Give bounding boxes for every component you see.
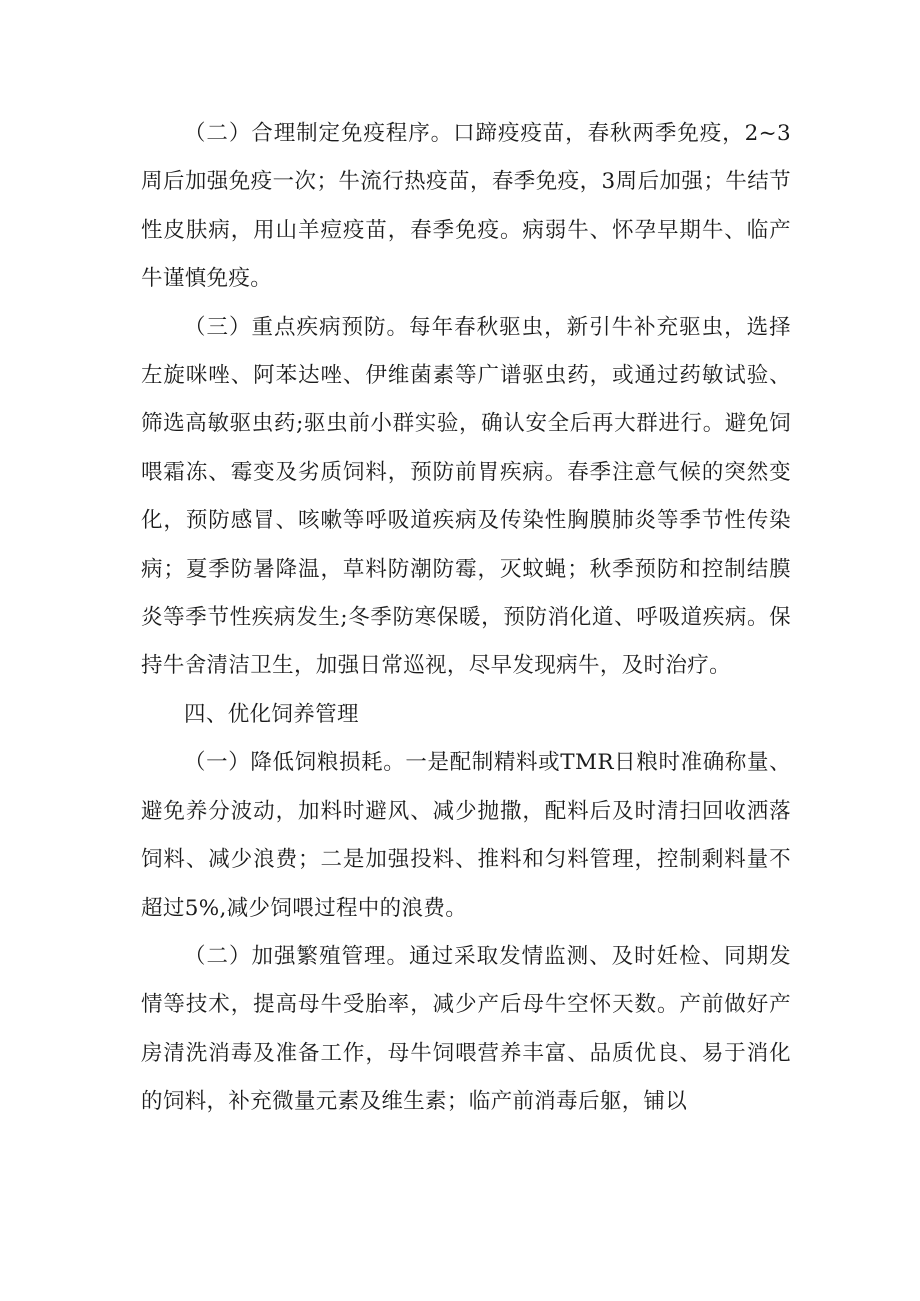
document-body: [141, 110, 791, 1127]
paragraph-disease-prevention: （三）重点疾病预防。每年春秋驱虫，新引牛补充驱虫，选择左旋咪唑、阿苯达唑、伊维菌素等广谱驱虫药，或通过药敏试验、筛选高敏驱虫药;驱虫前小群实验，确认安全后再大群进行。避免饲喂霜冻、霉变及劣质饲料，预防前胃疾病。春季注意气候的突然变化，预防感冒、咳嗽等呼吸道疾病及传染性胸膜肺炎等季节性传染病；夏季防暑降温，草料防潮防霉，灭蚊蝇；秋季预防和控制结膜炎等季节性疾病发生;冬季防寒保暖，预防消化道、呼吸道疾病。保持牛舍清洁卫生，加强日常巡视，尽早发现病牛，及时治疗。: [141, 314, 791, 679]
paragraph-feed-loss: （一）降低饲粮损耗。一是配制精料或TMR日粮时准确称量、避免养分波动，加料时避风、减少抛撒，配料后及时清扫回收洒落饲料、减少浪费；二是加强投料、推料和匀料管理，控制剩料量不超过5%,减少饲喂过程中的浪费。: [141, 750, 791, 921]
paragraph-breeding-management: （二）加强繁殖管理。通过采取发情监测、及时妊检、同期发情等技术，提高母牛受胎率，减少产后母牛空怀天数。产前做好产房清洗消毒及准备工作，母牛饲喂营养丰富、品质优良、易于消化的饲料，补充微量元素及维生素；临产前消毒后躯，铺以: [141, 943, 791, 1115]
section-heading-feeding-management: 四、优化饲养管理: [184, 701, 359, 727]
paragraph-immunization-schedule: （二）合理制定免疫程序。口蹄疫疫苗，春秋两季免疫，2~3周后加强免疫一次；牛流行热疫苗，春季免疫，3周后加强；牛结节性皮肤病，用山羊痘疫苗，春季免疫。病弱牛、怀孕早期牛、临产牛谨慎免疫。: [141, 121, 791, 292]
